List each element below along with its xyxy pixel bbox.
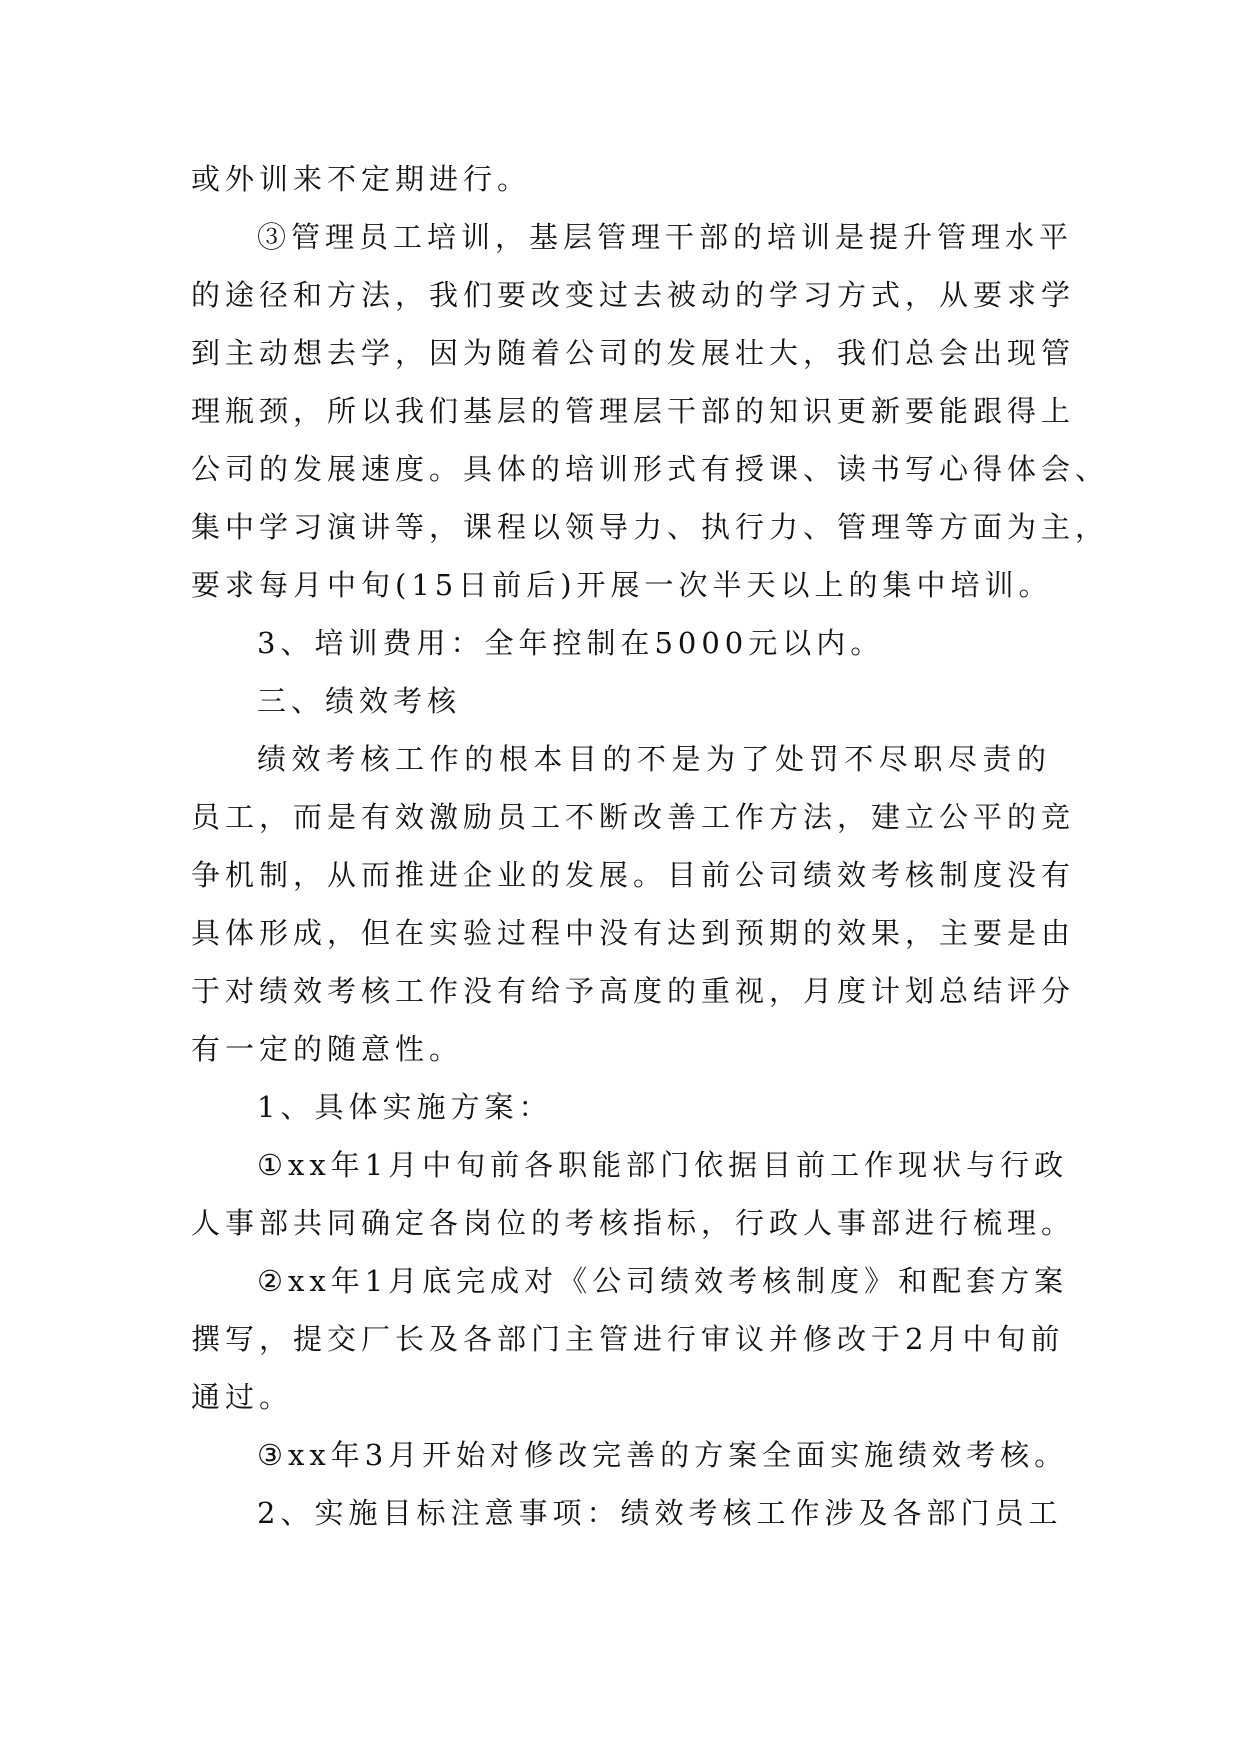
document-line: 理瓶颈，所以我们基层的管理层干部的知识更新要能跟得上: [191, 394, 1076, 428]
document-line: 集中学习演讲等，课程以领导力、执行力、管理等方面为主，: [191, 510, 1110, 544]
document-line: 的途径和方法，我们要改变过去被动的学习方式，从要求学: [191, 278, 1076, 312]
document-line: ③xx年3月开始对修改完善的方案全面实施绩效考核。: [257, 1438, 1069, 1472]
document-line: 撰写，提交厂长及各部门主管进行审议并修改于2月中旬前: [191, 1322, 1065, 1356]
document-body: [191, 150, 1110, 1542]
document-line: ①xx年1月中旬前各职能部门依据目前工作现状与行政: [257, 1148, 1069, 1182]
document-line: 有一定的随意性。: [191, 1032, 464, 1066]
document-line: 1、具体实施方案：: [257, 1090, 553, 1124]
document-line: 具体形成，但在实验过程中没有达到预期的效果，主要是由: [191, 916, 1076, 950]
document-line: 到主动想去学，因为随着公司的发展壮大，我们总会出现管: [191, 336, 1076, 370]
document-line: 于对绩效考核工作没有给予高度的重视，月度计划总结评分: [191, 974, 1076, 1008]
document-line: 通过。: [191, 1380, 294, 1414]
document-line: 2、实施目标注意事项：绩效考核工作涉及各部门员工: [257, 1496, 1063, 1530]
document-line: 绩效考核工作的根本目的不是为了处罚不尽职尽责的: [257, 742, 1051, 776]
document-line: 员工，而是有效激励员工不断改善工作方法，建立公平的竞: [191, 800, 1076, 834]
document-line: 三、绩效考核: [257, 684, 462, 718]
document-line: 公司的发展速度。具体的培训形式有授课、读书写心得体会、: [191, 452, 1110, 486]
document-line: 要求每月中旬(15日前后)开展一次半天以上的集中培训。: [191, 568, 1053, 602]
document-line: 人事部共同确定各岗位的考核指标，行政人事部进行梳理。: [191, 1206, 1076, 1240]
document-line: ②xx年1月底完成对《公司绩效考核制度》和配套方案: [257, 1264, 1069, 1298]
document-line: ③管理员工培训，基层管理干部的培训是提升管理水平: [257, 220, 1074, 254]
document-line: 争机制，从而推进企业的发展。目前公司绩效考核制度没有: [191, 858, 1076, 892]
document-line: 或外训来不定期进行。: [191, 162, 532, 196]
document-line: 3、培训费用：全年控制在5000元以内。: [257, 626, 885, 660]
